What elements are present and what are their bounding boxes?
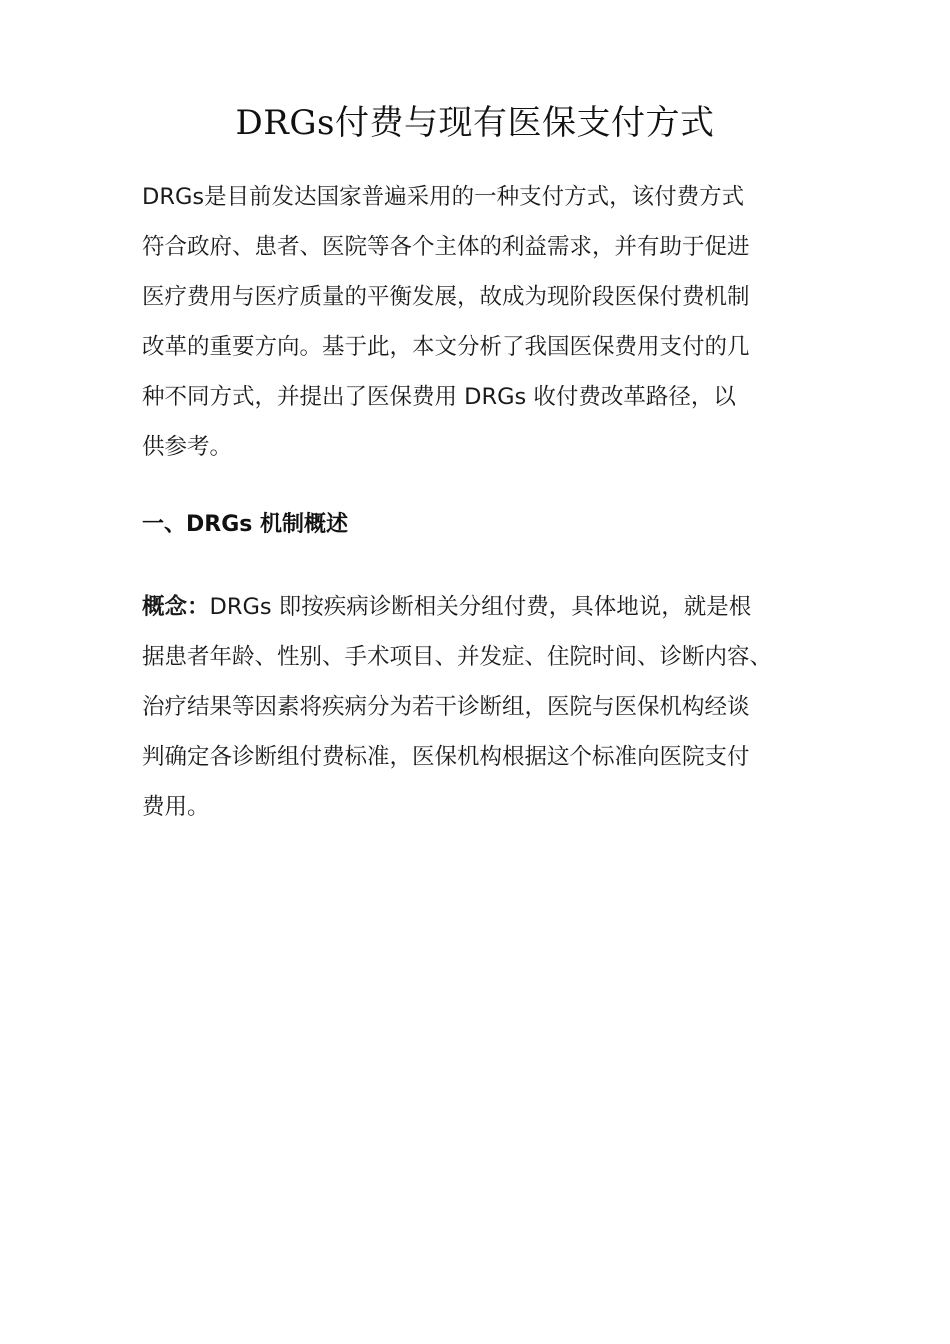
document-title: DRGs付费与现有医保支付方式 [235,103,715,143]
intro-line: 医疗费用与医疗质量的平衡发展，故成为现阶段医保付费机制 [142,284,750,310]
concept-line: 治疗结果等因素将疾病分为若干诊断组，医院与医保机构经谈 [142,694,750,720]
section-heading: 一、DRGs 机制概述 [142,512,349,537]
intro-line: 改革的重要方向。基于此，本文分析了我国医保费用支付的几 [142,334,750,360]
concept-line: 费用。 [142,794,210,820]
concept-line: 判确定各诊断组付费标准，医保机构根据这个标准向医院支付 [142,744,750,770]
intro-line: DRGs是目前发达国家普遍采用的一种支付方式，该付费方式 [142,184,745,210]
intro-line: 符合政府、患者、医院等各个主体的利益需求，并有助于促进 [142,234,750,260]
intro-line: 供参考。 [142,434,233,460]
concept-paragraph [142,582,822,832]
concept-line: 据患者年龄、性别、手术项目、并发症、住院时间、诊断内容、 [142,644,773,670]
concept-first-line-text: DRGs 即按疾病诊断相关分组付费，具体地说，就是根 [209,594,752,620]
intro-line: 种不同方式，并提出了医保费用 DRGs 收付费改革路径，以 [142,384,736,410]
concept-first-line [142,582,822,632]
concept-lead: 概念： [142,594,210,620]
intro-paragraph [142,172,822,472]
